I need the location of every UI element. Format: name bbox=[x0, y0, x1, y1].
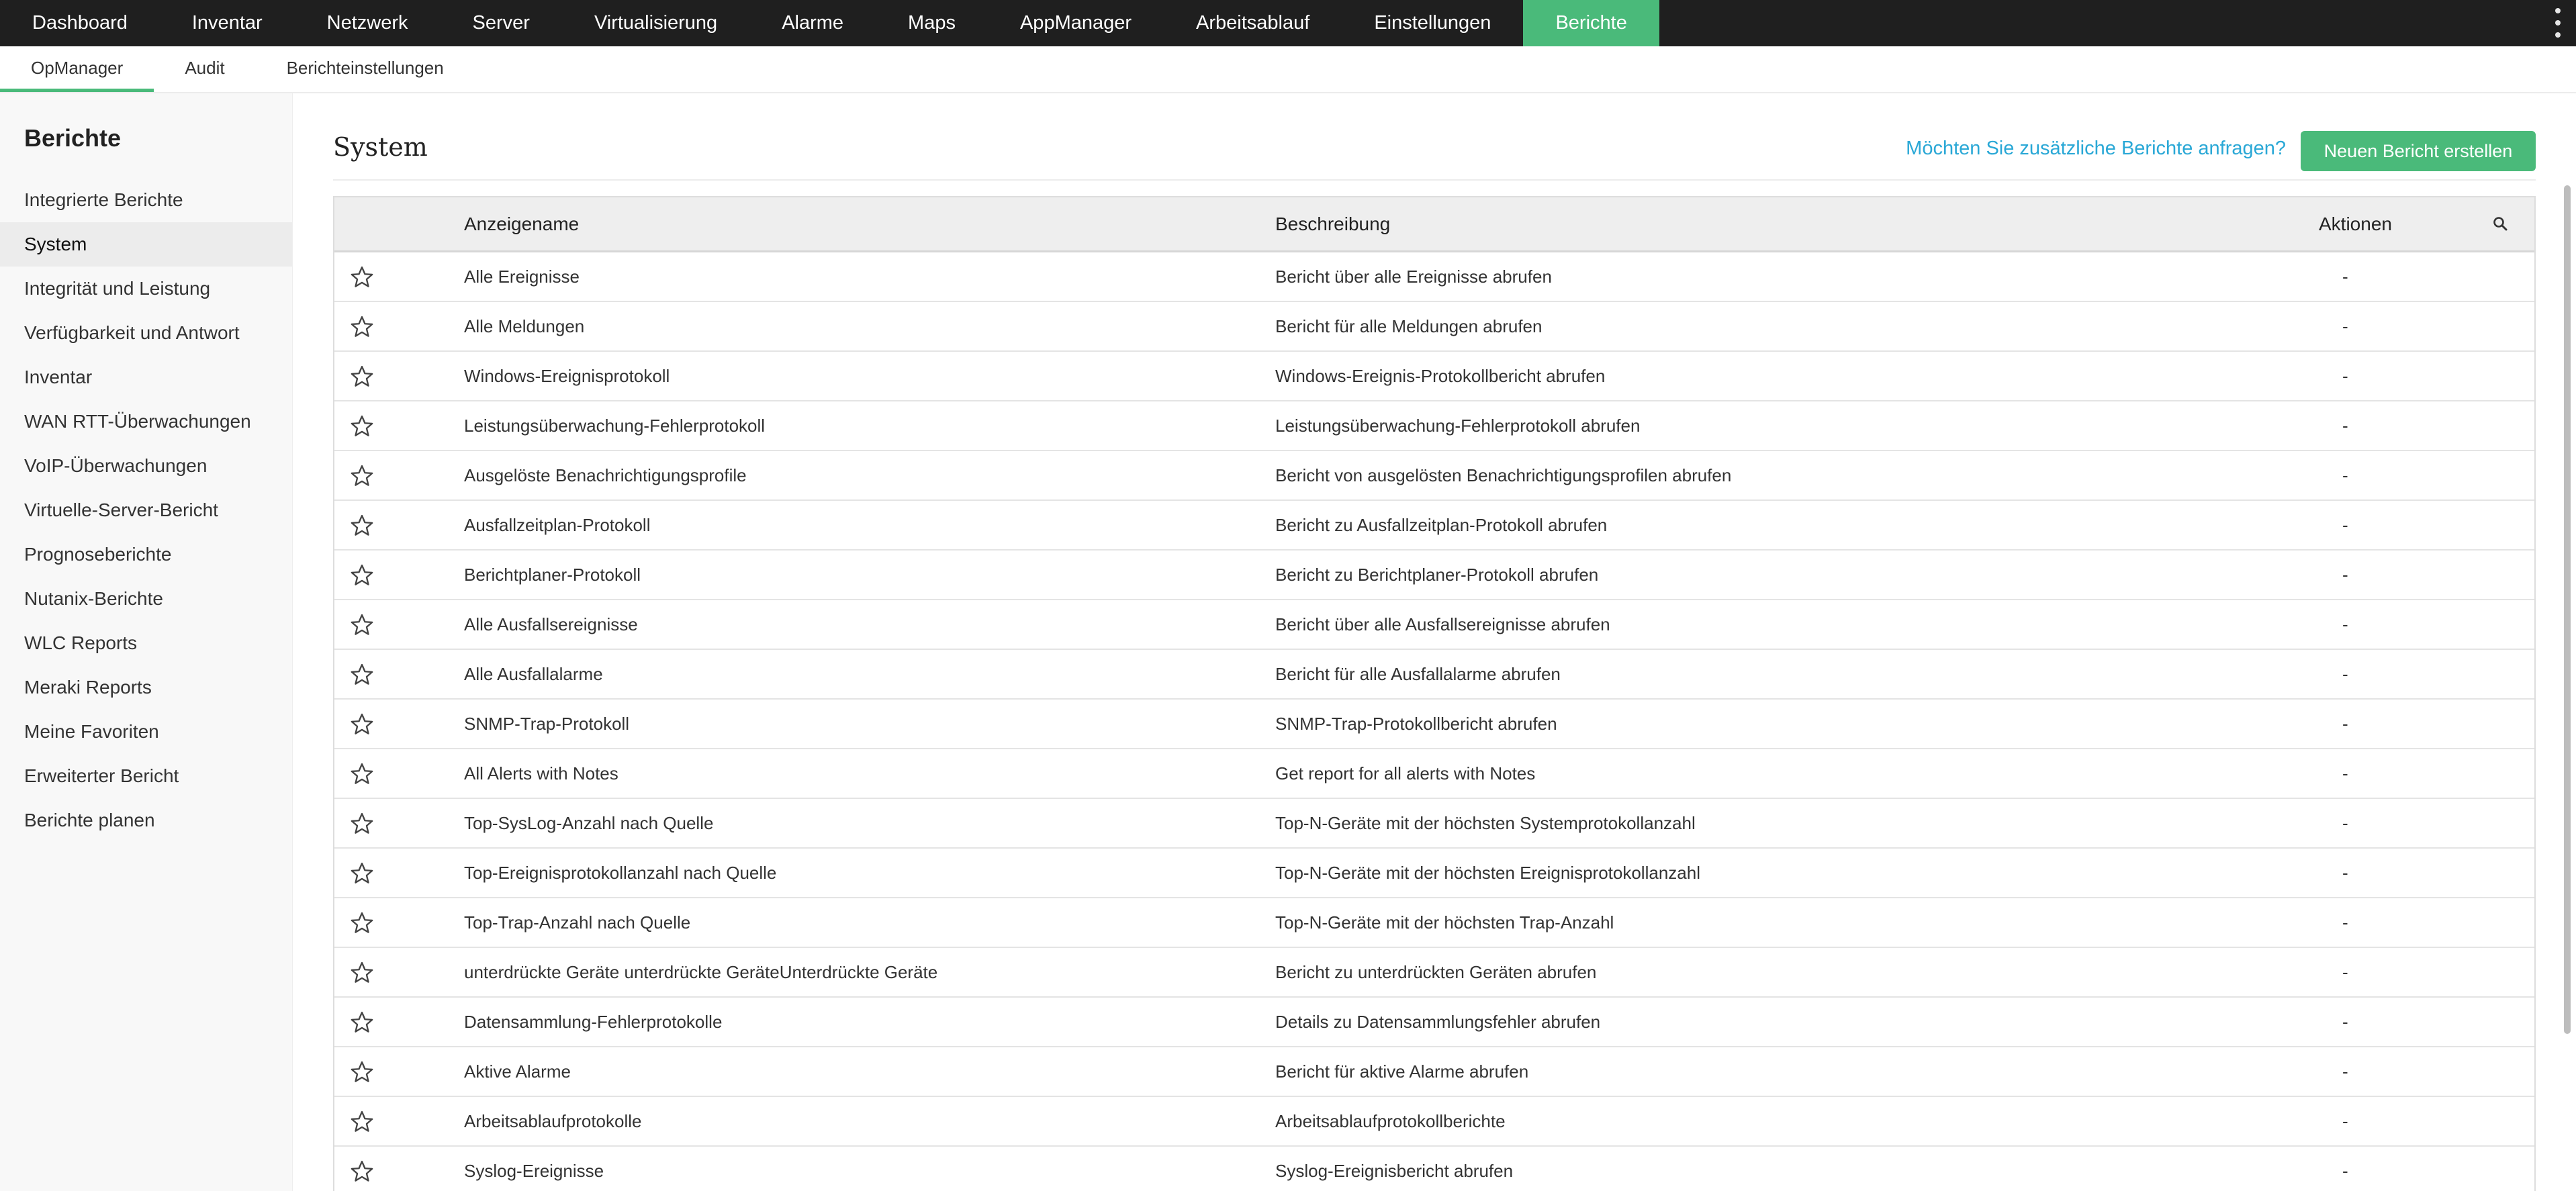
report-actions: - bbox=[2342, 813, 2348, 833]
table-header bbox=[334, 197, 2534, 252]
nav-server[interactable]: Server bbox=[472, 12, 530, 34]
table-row[interactable] bbox=[334, 898, 2534, 948]
table-row[interactable] bbox=[334, 998, 2534, 1047]
sidebar-item[interactable]: Erweiterter Bericht bbox=[24, 765, 179, 786]
sidebar-item[interactable]: Nutanix-Berichte bbox=[24, 588, 163, 609]
star-outline-icon[interactable] bbox=[349, 1059, 375, 1085]
sidebar-item[interactable]: Berichte planen bbox=[24, 810, 155, 830]
sidebar-item[interactable]: Virtuelle-Server-Bericht bbox=[24, 499, 218, 520]
sidebar-item[interactable]: Meraki Reports bbox=[24, 677, 152, 698]
nav-inventar[interactable]: Inventar bbox=[191, 12, 263, 34]
report-description: Bericht für alle Ausfallalarme abrufen bbox=[1275, 664, 1561, 684]
report-description: SNMP-Trap-Protokollbericht abrufen bbox=[1275, 714, 1557, 734]
report-actions: - bbox=[2342, 1111, 2348, 1131]
nav-alarme[interactable]: Alarme bbox=[782, 12, 844, 34]
sidebar-item[interactable]: Verfügbarkeit und Antwort bbox=[24, 322, 240, 343]
report-actions: - bbox=[2342, 416, 2348, 436]
report-actions: - bbox=[2342, 912, 2348, 933]
main-content bbox=[333, 93, 2536, 1191]
sidebar-item[interactable]: Integrität und Leistung bbox=[24, 278, 211, 299]
report-description: Windows-Ereignis-Protokollbericht abrufen bbox=[1275, 366, 1606, 386]
create-report-button[interactable]: Neuen Bericht erstellen bbox=[2301, 131, 2536, 171]
report-description: Bericht zu Ausfallzeitplan-Protokoll abrufen bbox=[1275, 515, 1608, 535]
report-description: Bericht für alle Meldungen abrufen bbox=[1275, 316, 1543, 336]
report-name[interactable]: Arbeitsablaufprotokolle bbox=[464, 1111, 642, 1131]
sidebar-title: Berichte bbox=[24, 124, 122, 152]
table-row[interactable] bbox=[334, 1097, 2534, 1147]
report-actions: - bbox=[2342, 863, 2348, 883]
nav-virtualisierung[interactable]: Virtualisierung bbox=[594, 12, 718, 34]
star-outline-icon[interactable] bbox=[349, 1109, 375, 1135]
table-row[interactable] bbox=[334, 700, 2534, 749]
nav-arbeitsablauf[interactable]: Arbeitsablauf bbox=[1196, 12, 1310, 34]
report-actions: - bbox=[2342, 565, 2348, 585]
report-name[interactable]: Top-Trap-Anzahl nach Quelle bbox=[464, 912, 691, 933]
report-actions: - bbox=[2342, 465, 2348, 485]
table-row[interactable] bbox=[334, 451, 2534, 501]
report-actions: - bbox=[2342, 1061, 2348, 1082]
sidebar-item[interactable]: Meine Favoriten bbox=[24, 721, 159, 742]
star-outline-icon[interactable] bbox=[349, 910, 375, 936]
table-row[interactable] bbox=[334, 352, 2534, 401]
nav-dashboard[interactable]: Dashboard bbox=[32, 12, 128, 34]
report-name[interactable]: Syslog-Ereignisse bbox=[464, 1161, 604, 1181]
report-name[interactable]: Leistungsüberwachung-Fehlerprotokoll bbox=[464, 416, 766, 436]
kebab-menu-icon[interactable] bbox=[2555, 8, 2561, 38]
report-description: Top-N-Geräte mit der höchsten Systemprotokollanzahl bbox=[1275, 813, 1696, 833]
report-description: Bericht zu unterdrückten Geräten abrufen bbox=[1275, 962, 1597, 982]
star-outline-icon[interactable] bbox=[349, 811, 375, 837]
report-name[interactable]: Ausgelöste Benachrichtigungsprofile bbox=[464, 465, 747, 485]
report-description: Bericht für aktive Alarme abrufen bbox=[1275, 1061, 1529, 1082]
star-outline-icon[interactable] bbox=[349, 265, 375, 290]
table-row[interactable] bbox=[334, 749, 2534, 799]
star-outline-icon[interactable] bbox=[349, 712, 375, 737]
report-name[interactable]: All Alerts with Notes bbox=[464, 763, 618, 783]
report-description: Top-N-Geräte mit der höchsten Ereignisprotokollanzahl bbox=[1275, 863, 1700, 883]
subtab-audit[interactable]: Audit bbox=[185, 58, 225, 78]
table-row[interactable] bbox=[334, 551, 2534, 600]
sidebar-item[interactable]: Prognoseberichte bbox=[24, 544, 172, 565]
report-actions: - bbox=[2342, 1161, 2348, 1181]
title-divider bbox=[333, 179, 2536, 181]
nav-einstellungen[interactable]: Einstellungen bbox=[1374, 12, 1491, 34]
report-name[interactable]: unterdrückte Geräte unterdrückte GeräteUnterdrückte Geräte bbox=[464, 962, 938, 982]
subtab-opmanager[interactable]: OpManager bbox=[0, 46, 154, 92]
report-name[interactable]: Datensammlung-Fehlerprotokolle bbox=[464, 1012, 723, 1032]
nav-maps[interactable]: Maps bbox=[908, 12, 956, 34]
report-actions: - bbox=[2342, 366, 2348, 386]
nav-berichte[interactable]: Berichte bbox=[1523, 0, 1659, 46]
report-actions: - bbox=[2342, 614, 2348, 634]
report-actions: - bbox=[2342, 664, 2348, 684]
star-outline-icon[interactable] bbox=[349, 563, 375, 588]
report-actions: - bbox=[2342, 515, 2348, 535]
star-outline-icon[interactable] bbox=[349, 960, 375, 986]
star-outline-icon[interactable] bbox=[349, 761, 375, 787]
star-outline-icon[interactable] bbox=[349, 314, 375, 340]
sub-navigation bbox=[0, 46, 2576, 93]
sidebar-item[interactable]: Inventar bbox=[24, 367, 93, 387]
star-outline-icon[interactable] bbox=[349, 1159, 375, 1184]
report-description: Bericht zu Berichtplaner-Protokoll abrufen bbox=[1275, 565, 1599, 585]
star-outline-icon[interactable] bbox=[349, 861, 375, 886]
table-row[interactable] bbox=[334, 849, 2534, 898]
report-name[interactable]: Alle Ereignisse bbox=[464, 267, 580, 287]
report-name[interactable]: Windows-Ereignisprotokoll bbox=[464, 366, 670, 386]
sidebar-item[interactable]: WLC Reports bbox=[24, 632, 138, 653]
star-outline-icon[interactable] bbox=[349, 463, 375, 489]
report-description: Bericht über alle Ereignisse abrufen bbox=[1275, 267, 1552, 287]
search-icon[interactable] bbox=[2492, 216, 2508, 232]
sidebar-list bbox=[0, 178, 292, 843]
scrollbar[interactable] bbox=[2564, 185, 2571, 1034]
star-outline-icon[interactable] bbox=[349, 414, 375, 439]
page-title: System bbox=[333, 132, 428, 162]
star-outline-icon[interactable] bbox=[349, 662, 375, 687]
table-row[interactable] bbox=[334, 600, 2534, 650]
report-description: Details zu Datensammlungsfehler abrufen bbox=[1275, 1012, 1601, 1032]
report-actions: - bbox=[2342, 316, 2348, 336]
sidebar-item[interactable]: Integrierte Berichte bbox=[24, 189, 183, 210]
report-name[interactable]: Top-Ereignisprotokollanzahl nach Quelle bbox=[464, 863, 777, 883]
request-reports-link[interactable]: Möchten Sie zusätzliche Berichte anfragen? bbox=[1906, 138, 2286, 159]
sidebar-item[interactable]: VoIP-Überwachungen bbox=[24, 455, 208, 476]
report-description: Bericht über alle Ausfallsereignisse abrufen bbox=[1275, 614, 1610, 634]
report-name[interactable]: Aktive Alarme bbox=[464, 1061, 571, 1082]
report-description: Leistungsüberwachung-Fehlerprotokoll abrufen bbox=[1275, 416, 1641, 436]
report-name[interactable]: SNMP-Trap-Protokoll bbox=[464, 714, 630, 734]
nav-netzwerk[interactable]: Netzwerk bbox=[326, 12, 408, 34]
report-name[interactable]: Alle Meldungen bbox=[464, 316, 585, 336]
star-outline-icon[interactable] bbox=[349, 1010, 375, 1035]
table-row[interactable] bbox=[334, 302, 2534, 352]
report-description: Bericht von ausgelösten Benachrichtigungsprofilen abrufen bbox=[1275, 465, 1732, 485]
report-actions: - bbox=[2342, 1012, 2348, 1032]
report-name[interactable]: Berichtplaner-Protokoll bbox=[464, 565, 641, 585]
star-outline-icon[interactable] bbox=[349, 612, 375, 638]
table-body bbox=[334, 252, 2534, 1191]
report-name[interactable]: Alle Ausfallalarme bbox=[464, 664, 603, 684]
sidebar bbox=[0, 93, 293, 1191]
table-row[interactable] bbox=[334, 1047, 2534, 1097]
sidebar-item[interactable]: System bbox=[0, 222, 292, 267]
header-actions: Aktionen bbox=[2319, 213, 2392, 234]
table-row[interactable] bbox=[334, 252, 2534, 302]
top-navigation bbox=[0, 0, 2576, 46]
star-outline-icon[interactable] bbox=[349, 364, 375, 389]
table-row[interactable] bbox=[334, 799, 2534, 849]
table-row[interactable] bbox=[334, 501, 2534, 551]
sidebar-item[interactable]: WAN RTT-Überwachungen bbox=[24, 411, 251, 432]
reports-table bbox=[333, 196, 2536, 1191]
report-actions: - bbox=[2342, 267, 2348, 287]
report-name[interactable]: Alle Ausfallsereignisse bbox=[464, 614, 638, 634]
report-actions: - bbox=[2342, 962, 2348, 982]
report-description: Syslog-Ereignisbericht abrufen bbox=[1275, 1161, 1514, 1181]
report-description: Top-N-Geräte mit der höchsten Trap-Anzahl bbox=[1275, 912, 1614, 933]
report-name[interactable]: Top-SysLog-Anzahl nach Quelle bbox=[464, 813, 714, 833]
star-outline-icon[interactable] bbox=[349, 513, 375, 538]
nav-appmanager[interactable]: AppManager bbox=[1019, 12, 1132, 34]
table-row[interactable] bbox=[334, 401, 2534, 451]
table-row[interactable] bbox=[334, 1147, 2534, 1191]
table-row[interactable] bbox=[334, 948, 2534, 998]
report-actions: - bbox=[2342, 763, 2348, 783]
report-actions: - bbox=[2342, 714, 2348, 734]
report-description: Arbeitsablaufprotokollberichte bbox=[1275, 1111, 1506, 1131]
table-row[interactable] bbox=[334, 650, 2534, 700]
header-name[interactable]: Anzeigename bbox=[464, 213, 580, 234]
header-description[interactable]: Beschreibung bbox=[1275, 213, 1391, 234]
report-description: Get report for all alerts with Notes bbox=[1275, 763, 1536, 783]
subtab-berichteinstellungen[interactable]: Berichteinstellungen bbox=[286, 58, 444, 78]
report-name[interactable]: Ausfallzeitplan-Protokoll bbox=[464, 515, 651, 535]
